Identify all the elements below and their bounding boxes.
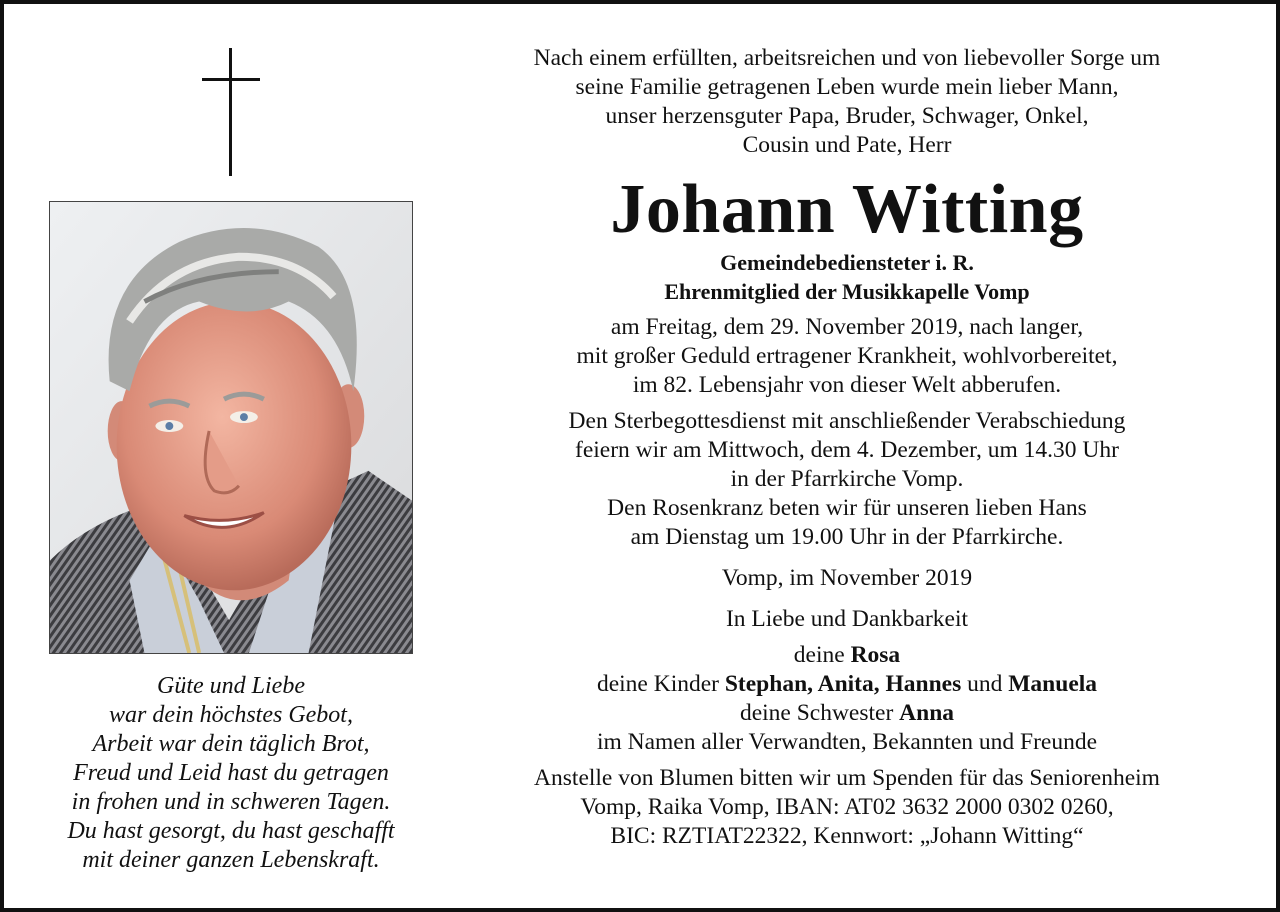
service-line: am Dienstag um 19.00 Uhr in der Pfarrkirche.	[630, 524, 1064, 550]
service-line: in der Pfarrkirche Vomp.	[730, 466, 964, 492]
cross-icon	[202, 48, 260, 178]
mourner-name: Rosa	[850, 642, 901, 668]
poem-line: war dein höchstes Gebot,	[109, 702, 353, 728]
poem-line: mit deiner ganzen Lebenskraft.	[82, 847, 380, 873]
mourner-name: Manuela	[1008, 671, 1098, 697]
donation-line: Vomp, Raika Vomp, IBAN: AT02 3632 2000 0302 0260,	[580, 794, 1114, 820]
mourner-children	[442, 670, 1252, 699]
place-date: Vomp, im November 2019	[721, 565, 973, 591]
donation-line: Anstelle von Blumen bitten wir um Spenden für das Seniorenheim	[534, 765, 1160, 791]
intro-line: unser herzensguter Papa, Bruder, Schwager, Onkel,	[605, 103, 1089, 129]
mourner-wife	[442, 641, 1252, 670]
mourner-prefix: deine Kinder	[596, 671, 725, 697]
mourner-sister	[442, 699, 1252, 728]
service-line: feiern wir am Mittwoch, dem 4. Dezember, um 14.30 Uhr	[575, 437, 1119, 463]
death-notice-line: mit großer Geduld ertragener Krankheit, wohlvorbereitet,	[576, 343, 1118, 369]
title-line: Gemeindebediensteter i. R.	[720, 250, 974, 275]
deceased-name: Johann Witting	[610, 171, 1084, 248]
service-line: Den Rosenkranz beten wir für unseren lieben Hans	[607, 495, 1087, 521]
mourner-prefix: deine Schwester	[739, 700, 900, 726]
death-notice-line: am Freitag, dem 29. November 2019, nach langer,	[610, 314, 1084, 340]
death-notice-line: im 82. Lebensjahr von dieser Welt abberufen.	[632, 372, 1062, 398]
intro-line: seine Familie getragenen Leben wurde mein lieber Mann,	[575, 74, 1119, 100]
closing-phrase: In Liebe und Dankbarkeit	[725, 606, 969, 632]
donation-line: BIC: RZTIAT22322, Kennwort: „Johann Witting“	[610, 823, 1084, 849]
title-line: Ehrenmitglied der Musikkapelle Vomp	[664, 279, 1030, 304]
portrait-photo	[49, 201, 413, 654]
notice-text	[442, 44, 1252, 851]
memorial-poem	[24, 672, 438, 875]
intro-line: Cousin und Pate, Herr	[742, 132, 952, 158]
intro-line: Nach einem erfüllten, arbeitsreichen und von liebevoller Sorge um	[533, 45, 1161, 71]
poem-line: Arbeit war dein täglich Brot,	[92, 731, 370, 757]
poem-line: Freud und Leid hast du getragen	[73, 760, 389, 786]
service-line: Den Sterbegottesdienst mit anschließender Verabschiedung	[568, 408, 1126, 434]
poem-line: Güte und Liebe	[157, 673, 305, 699]
mourner-name: Stephan, Anita, Hannes	[724, 671, 962, 697]
mourner-name: Anna	[899, 700, 955, 726]
mourner-others: im Namen aller Verwandten, Bekannten und Freunde	[596, 729, 1098, 755]
mourner-conjunction: und	[961, 671, 1009, 697]
poem-line: Du hast gesorgt, du hast geschafft	[67, 818, 395, 844]
mourner-prefix: deine	[793, 642, 851, 668]
poem-line: in frohen und in schweren Tagen.	[71, 789, 391, 815]
